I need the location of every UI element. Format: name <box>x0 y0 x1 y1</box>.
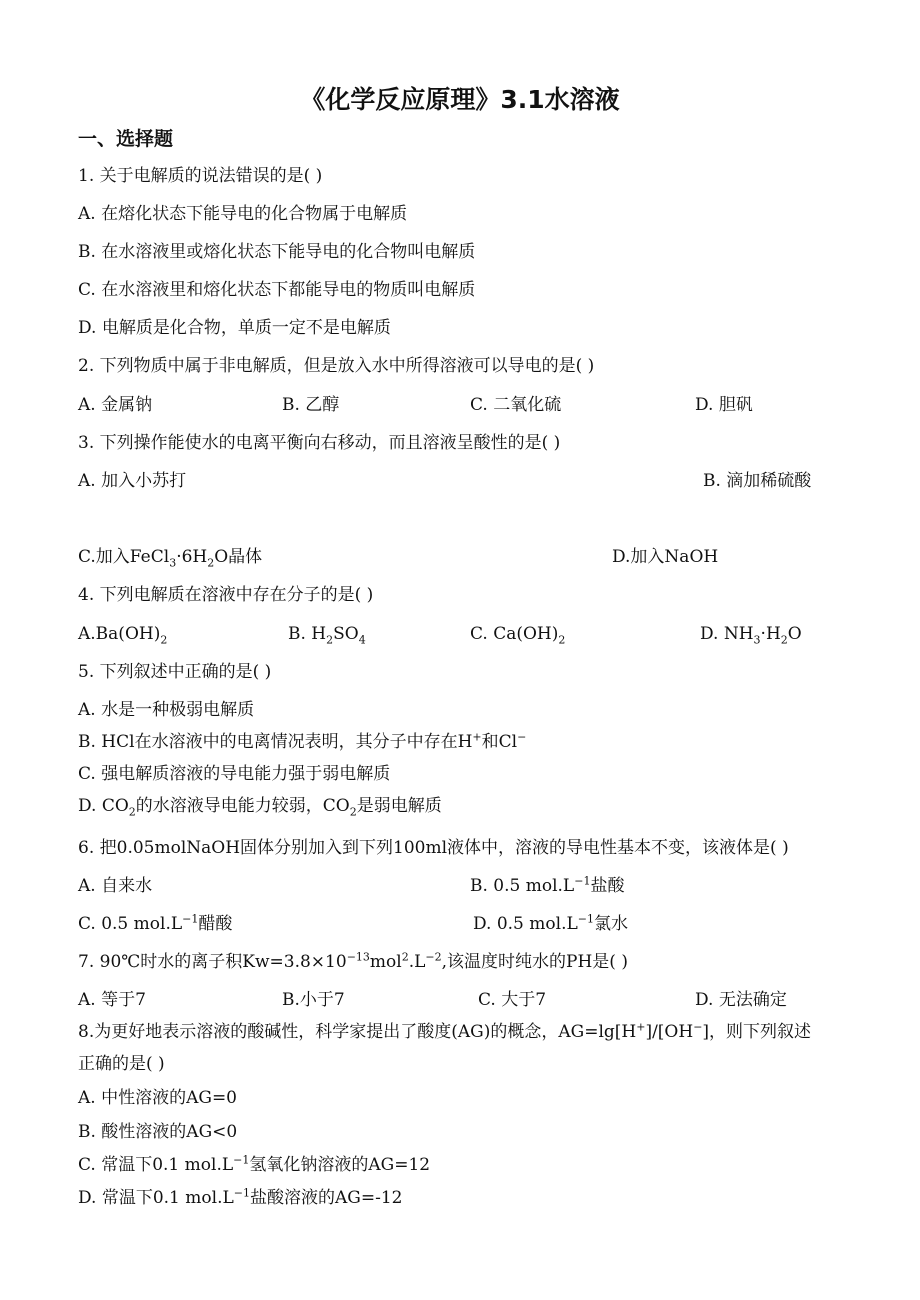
question-3-option-b: B. 滴加稀硫酸 <box>703 471 812 491</box>
question-8-option-a: A. 中性溶液的AG=0 <box>78 1088 238 1108</box>
question-5-option-c: C. 强电解质溶液的导电能力强于弱电解质 <box>78 764 391 784</box>
question-7-option-b: B.小于7 <box>282 990 345 1010</box>
question-2-option-d: D. 胆矾 <box>695 395 753 415</box>
question-4-option-d: D. $NH_3\cdot H_2O$ <box>700 624 802 647</box>
question-2-option-b: B. 乙醇 <box>282 395 340 415</box>
question-1-option-b: B. 在水溶液里或熔化状态下能导电的化合物叫电解质 <box>78 242 476 262</box>
question-6-option-d: D. 0.5 $mol.L^{-1}$氯水 <box>473 912 628 934</box>
question-1-option-a: A. 在熔化状态下能导电的化合物属于电解质 <box>78 204 408 224</box>
question-3-option-d: D.加入NaOH <box>612 547 719 567</box>
question-8-option-c: C. 常温下0.1 $mol.L^{-1}$氢氧化钠溶液的AG=12 <box>78 1153 431 1175</box>
question-3-stem: 3. 下列操作能使水的电离平衡向右移动，而且溶液呈酸性的是( ) <box>78 433 561 453</box>
section-heading: 一、选择题 <box>78 128 174 150</box>
question-2-stem: 2. 下列物质中属于非电解质，但是放入水中所得溶液可以导电的是( ) <box>78 356 595 376</box>
question-7-stem: 7. 90℃时水的离子积$Kw=3.8\times 10^{-13}mol^2.L^{-2}$,该温度时纯水的PH是( ) <box>78 950 628 972</box>
question-5-option-b: B. HCl在水溶液中的电离情况表明，其分子中存在H+和Cl− <box>78 730 527 752</box>
question-4-stem: 4. 下列电解质在溶液中存在分子的是( ) <box>78 585 374 605</box>
question-6-option-c: C. 0.5 $mol.L^{-1}$醋酸 <box>78 912 233 934</box>
question-5-stem: 5. 下列叙述中正确的是( ) <box>78 662 272 682</box>
question-6-option-a: A. 自来水 <box>78 876 153 896</box>
question-7-option-a: A. 等于7 <box>78 990 146 1010</box>
question-7-option-c: C. 大于7 <box>478 990 547 1010</box>
question-6-stem: 6. 把0.05molNaOH固体分别加入到下列100ml液体中，溶液的导电性基本不变，该液体是( ) <box>78 838 789 858</box>
question-5-option-d: D. $CO_2$的水溶液导电能力较弱，$CO_2$是弱电解质 <box>78 796 442 819</box>
question-8-option-d: D. 常温下0.1 $mol.L^{-1}$盐酸溶液的AG=-12 <box>78 1186 403 1208</box>
question-3-option-a: A. 加入小苏打 <box>78 471 187 491</box>
question-3-option-c: C.加入$FeCl_3\cdot 6H_2O$晶体 <box>78 547 263 570</box>
question-1-stem: 1. 关于电解质的说法错误的是( ) <box>78 166 323 186</box>
question-8-stem-line2: 正确的是( ) <box>78 1054 165 1074</box>
question-8-stem-line1: 8.为更好地表示溶液的酸碱性，科学家提出了酸度(AG)的概念，AG=lg[H+]/[OH−]，则下列叙述 <box>78 1020 812 1042</box>
question-1-option-c: C. 在水溶液里和熔化状态下都能导电的物质叫电解质 <box>78 280 476 300</box>
question-4-option-a: $A.Ba(OH)_2$ <box>78 624 168 647</box>
question-7-option-d: D. 无法确定 <box>695 990 787 1010</box>
question-2-option-a: A. 金属钠 <box>78 395 153 415</box>
question-2-option-c: C. 二氧化硫 <box>470 395 562 415</box>
question-1-option-d: D. 电解质是化合物，单质一定不是电解质 <box>78 318 391 338</box>
question-4-option-b: B. $H_2SO_4$ <box>288 624 366 647</box>
question-5-option-a: A. 水是一种极弱电解质 <box>78 700 255 720</box>
question-4-option-c: C. $Ca(OH)_2$ <box>470 624 566 647</box>
page-title: 《化学反应原理》3.1水溶液 <box>300 85 620 114</box>
question-6-option-b: B. 0.5 $mol.L^{-1}$盐酸 <box>470 874 625 896</box>
question-8-option-b: B. 酸性溶液的AG<0 <box>78 1122 238 1142</box>
